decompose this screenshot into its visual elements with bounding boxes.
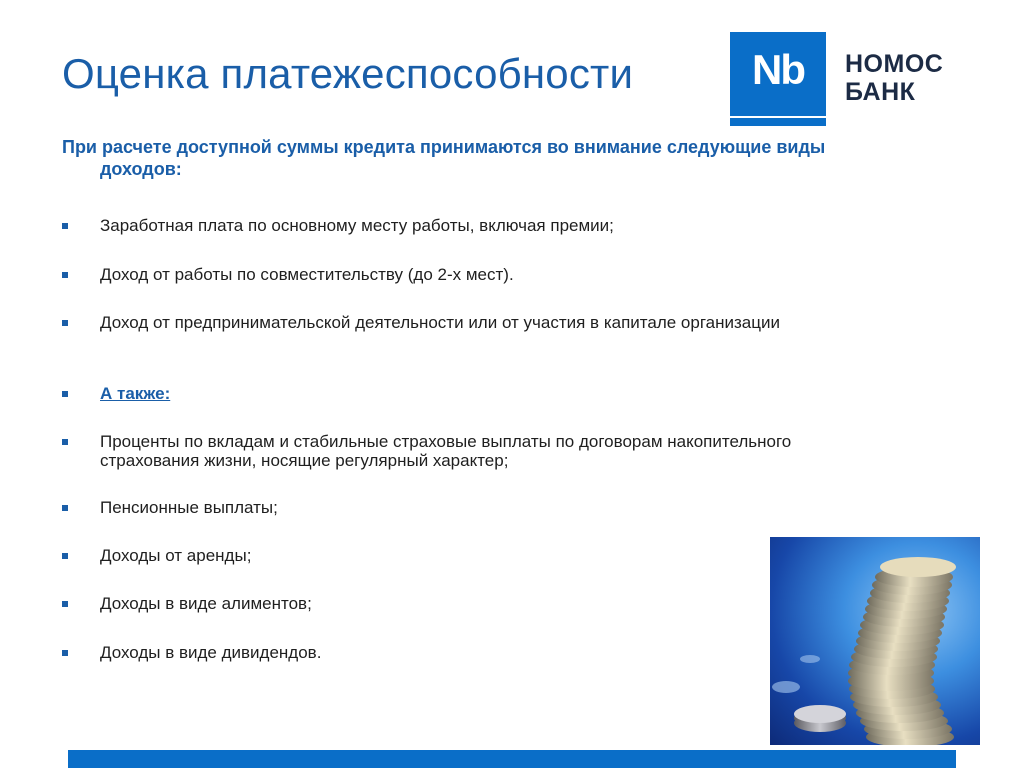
logo-mark: Nb (752, 46, 804, 93)
list-item (62, 313, 942, 332)
coin-stack (848, 557, 956, 745)
coin-stack-image (770, 537, 980, 745)
page-title: Оценка платежеспособности (62, 50, 634, 97)
bank-name-line1: НОМОС (845, 50, 944, 78)
intro-line2: доходов: (100, 159, 182, 179)
list-item (62, 216, 942, 235)
bank-name (845, 50, 943, 106)
bullet-icon (62, 650, 68, 656)
list-item-text: Доход от предпринимательской деятельности или от участия в капитале организации (100, 313, 780, 332)
bottom-bar (68, 750, 956, 768)
list-item-text: Пенсионные выплаты; (100, 498, 278, 517)
bank-name-line2: БАНК (845, 78, 916, 106)
bullet-icon (62, 320, 68, 326)
bullet-icon (62, 439, 68, 445)
intro-text (62, 136, 932, 180)
list-item (62, 498, 942, 517)
list-item-text: Доходы в виде алиментов; (100, 594, 312, 613)
list-item (62, 432, 942, 470)
bullet-icon (62, 505, 68, 511)
list-item-text: Проценты по вкладам и стабильные страховые выплаты по договорам накопительного (100, 432, 792, 451)
bank-logo (730, 32, 826, 116)
logo-underline (730, 118, 826, 126)
list-item-text-continued: страхования жизни, носящие регулярный характер; (100, 451, 509, 470)
list-item-text: Доходы в виде дивидендов. (100, 643, 322, 662)
list-item (62, 384, 942, 403)
bullet-icon (62, 601, 68, 607)
also-heading: А также: (100, 384, 171, 403)
bullet-icon (62, 272, 68, 278)
list-item (62, 265, 942, 284)
loose-coins (772, 655, 846, 732)
bullet-icon (62, 553, 68, 559)
list-item-text: Доходы от аренды; (100, 546, 252, 565)
intro-line1: При расчете доступной суммы кредита принимаются во внимание следующие виды (62, 137, 826, 157)
coins-photo (770, 537, 980, 745)
list-item-text: Доход от работы по совместительству (до 2-х мест). (100, 265, 514, 284)
bullet-icon (62, 223, 68, 229)
list-item-text: Заработная плата по основному месту работы, включая премии; (100, 216, 614, 235)
bullet-icon (62, 391, 68, 397)
